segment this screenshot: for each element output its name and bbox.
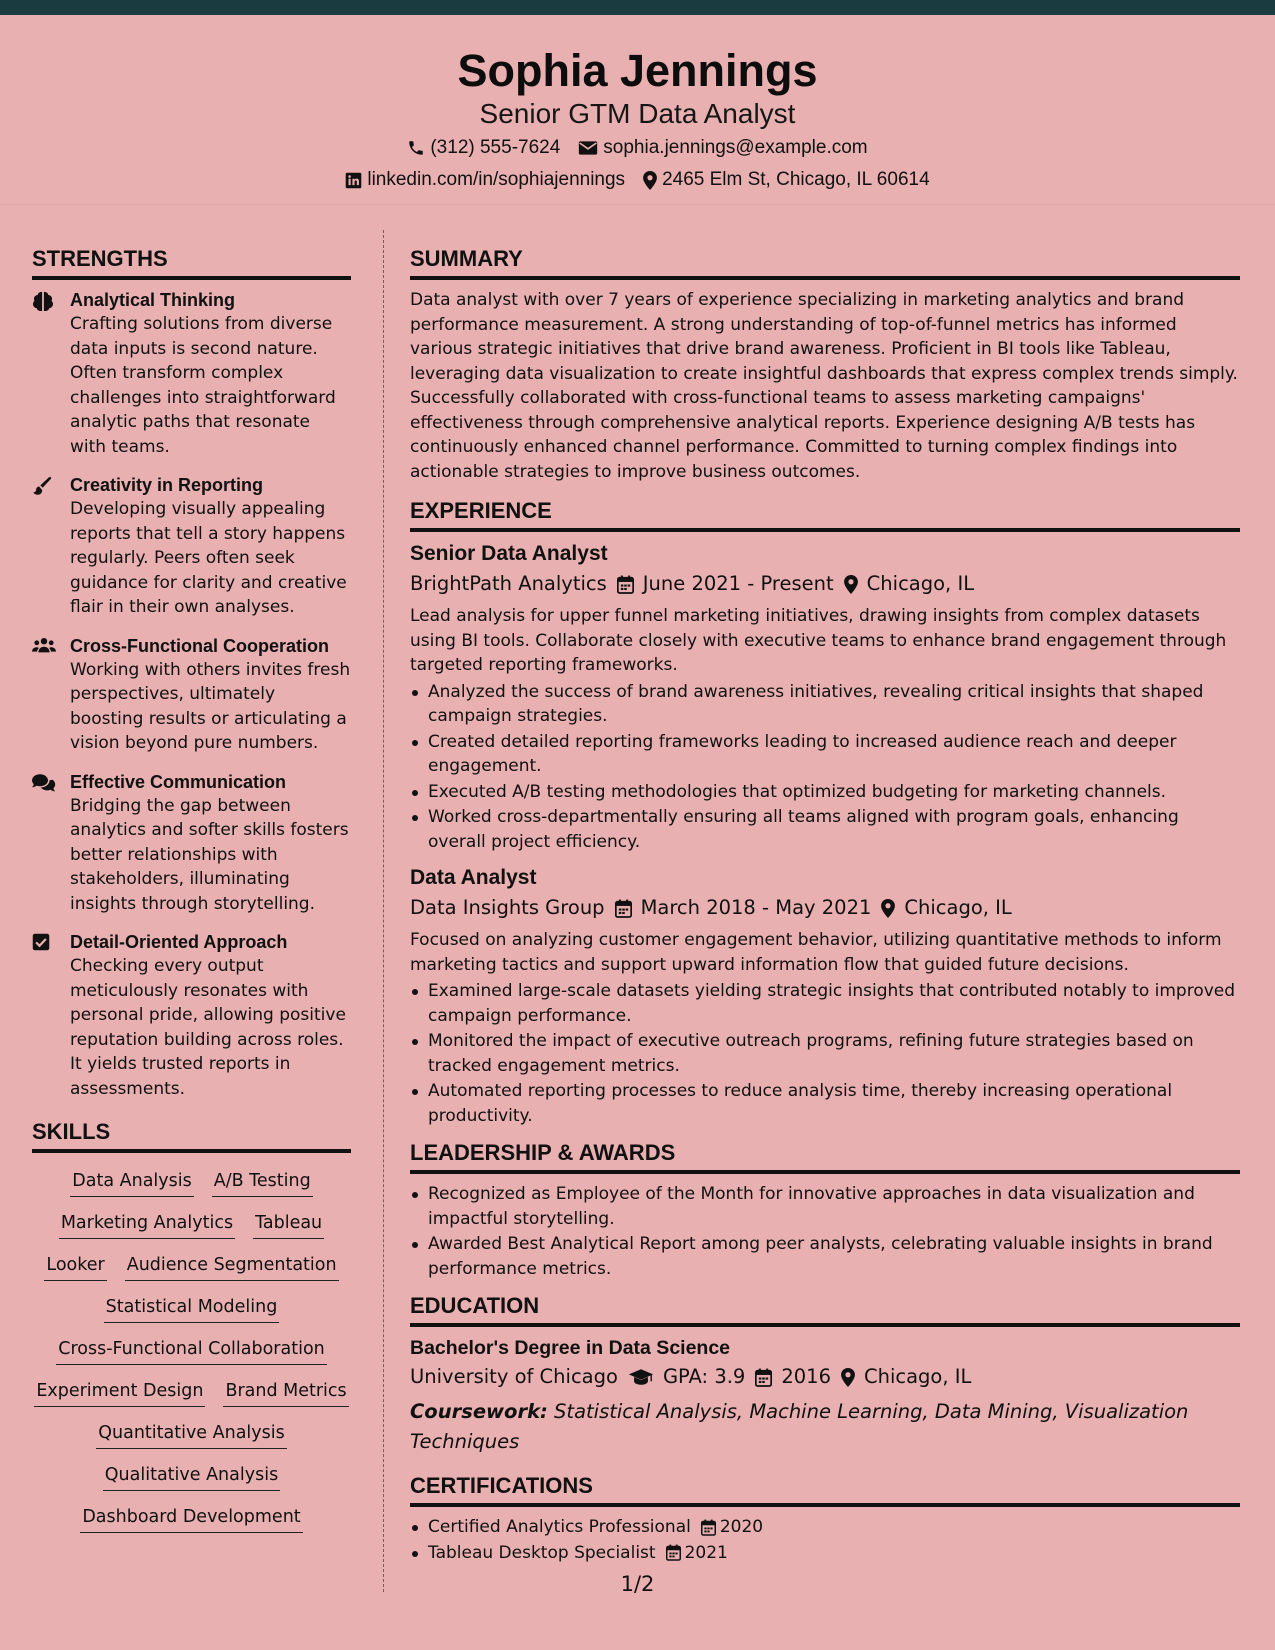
- comments-icon: [32, 770, 70, 917]
- skill-tag: Tableau: [253, 1211, 324, 1239]
- gpa: [628, 1361, 745, 1393]
- year-text: 2016: [781, 1365, 831, 1388]
- skills-list: [32, 1161, 351, 1533]
- skill-tag: Cross-Functional Collaboration: [56, 1337, 327, 1365]
- strength-item: [32, 473, 351, 620]
- graduation-cap-icon: [628, 1368, 654, 1386]
- leadership-heading: LEADERSHIP & AWARDS: [410, 1138, 1240, 1174]
- date-range: March 2018 - May 2021: [640, 896, 872, 919]
- year-text: 2020: [719, 1517, 764, 1537]
- phone-icon: [407, 139, 425, 157]
- job-meta: [410, 892, 1240, 924]
- map-pin-icon: [841, 1368, 855, 1387]
- graduation-year: [755, 1361, 831, 1393]
- job-location: [844, 568, 974, 600]
- strength-title: Creativity in Reporting: [70, 475, 264, 495]
- top-accent-bar: [0, 0, 1275, 15]
- skill-tag: Quantitative Analysis: [96, 1421, 287, 1449]
- education-meta: [410, 1361, 1240, 1393]
- coursework-label: Coursework:: [410, 1400, 548, 1423]
- check-square-icon: [32, 930, 70, 1101]
- strength-title: Cross-Functional Cooperation: [70, 635, 330, 656]
- job-entry: [410, 864, 1240, 1128]
- linkedin-icon: [345, 172, 362, 189]
- candidate-title: Senior GTM Data Analyst: [479, 98, 796, 129]
- users-icon: [32, 634, 70, 756]
- contact-row-2: [0, 165, 1275, 195]
- bullet-item: Worked cross-departmentally ensuring all teams aligned with program goals, enhancing overall project efficiency.: [410, 805, 1240, 854]
- calendar-icon: [701, 1519, 716, 1536]
- award-item: Awarded Best Analytical Report among peer analysts, celebrating valuable insights in brand performance metrics.: [410, 1232, 1240, 1281]
- email-link[interactable]: sophia.jennings@example.com: [603, 137, 868, 158]
- address-text: 2465 Elm St, Chicago, IL 60614: [662, 169, 930, 190]
- paintbrush-icon: [32, 473, 70, 620]
- column-divider: [383, 230, 384, 1592]
- certification-year: [666, 1541, 728, 1566]
- job-title: Senior Data Analyst: [410, 542, 608, 565]
- skill-tag: Experiment Design: [34, 1379, 205, 1407]
- job-meta: [410, 568, 1240, 600]
- skill-tag: Data Analysis: [70, 1169, 193, 1197]
- bullet-item: Examined large-scale datasets yielding strategic insights that contributed notably to improved campaign performance.: [410, 979, 1240, 1028]
- skill-tag: Qualitative Analysis: [103, 1463, 280, 1491]
- phone-text[interactable]: (312) 555-7624: [430, 137, 561, 158]
- skill-tag: Audience Segmentation: [125, 1253, 339, 1281]
- location-text: Chicago, IL: [866, 572, 975, 595]
- strength-description: Developing visually appealing reports that tell a story happens regularly. Peers often seek guidance for clarity and creative flair in their own analyses.: [70, 499, 347, 617]
- skill-tag: Brand Metrics: [223, 1379, 348, 1407]
- calendar-icon: [755, 1368, 772, 1387]
- bullet-item: Executed A/B testing methodologies that optimized budgeting for marketing channels.: [410, 780, 1240, 805]
- right-column: [410, 244, 1240, 1575]
- skill-tag: Statistical Modeling: [104, 1295, 280, 1323]
- certifications-list: [410, 1515, 1240, 1565]
- job-dates: [617, 568, 834, 600]
- location-text: Chicago, IL: [863, 1365, 972, 1388]
- location-text: Chicago, IL: [904, 896, 1012, 919]
- strength-item: [32, 288, 351, 459]
- certification-year: [701, 1515, 763, 1540]
- calendar-icon: [615, 899, 632, 918]
- bullet-item: Created detailed reporting frameworks leading to increased audience reach and deeper engagement.: [410, 730, 1240, 779]
- education-heading: EDUCATION: [410, 1291, 1240, 1327]
- map-pin-icon: [881, 899, 895, 918]
- linkedin-link[interactable]: linkedin.com/in/sophiajennings: [367, 169, 626, 190]
- map-pin-icon: [844, 575, 858, 594]
- experience-heading: EXPERIENCE: [410, 496, 1240, 532]
- strength-title: Effective Communication: [70, 771, 287, 792]
- skill-tag: Looker: [44, 1253, 106, 1281]
- page-number: 1/2: [620, 1572, 655, 1596]
- linkedin-contact: [345, 165, 625, 195]
- gpa-text: GPA: 3.9: [662, 1365, 746, 1388]
- company-name: Data Insights Group: [410, 896, 605, 919]
- certifications-heading: CERTIFICATIONS: [410, 1471, 1240, 1507]
- calendar-icon: [617, 575, 634, 594]
- job-description: Lead analysis for upper funnel marketing initiatives, drawing insights from complex datasets using BI tools. Collaborate closely with executive teams to enhance brand engagement through targeted reporting frameworks.: [410, 606, 1227, 675]
- envelope-icon: [578, 140, 598, 156]
- strength-item: [32, 634, 351, 756]
- job-bullets: [410, 680, 1240, 855]
- candidate-name: Sophia Jennings: [457, 45, 818, 96]
- job-entry: [410, 540, 1240, 854]
- summary-heading: SUMMARY: [410, 244, 1240, 280]
- certification-name: Certified Analytics Professional: [428, 1517, 691, 1537]
- contact-row-1: [0, 133, 1275, 163]
- year-text: 2021: [684, 1542, 728, 1563]
- coursework-list: Statistical Analysis, Machine Learning, Data Mining, Visualization Techniques: [410, 1400, 1189, 1453]
- skill-tag: Marketing Analytics: [59, 1211, 235, 1239]
- leadership-list: [410, 1182, 1240, 1281]
- strength-description: Bridging the gap between analytics and softer skills fosters better relationships with stakeholders, illuminating insights through storytelling.: [70, 795, 349, 914]
- job-title: Data Analyst: [410, 866, 537, 889]
- skill-tag: A/B Testing: [212, 1169, 313, 1197]
- bullet-item: Analyzed the success of brand awareness initiatives, revealing critical insights that shaped campaign strategies.: [410, 680, 1240, 729]
- bullet-item: Automated reporting processes to reduce analysis time, thereby increasing operational productivity.: [410, 1079, 1240, 1128]
- skills-heading: SKILLS: [32, 1117, 351, 1153]
- left-column: [32, 244, 351, 1533]
- address-contact: [643, 165, 930, 195]
- phone-contact: [407, 133, 560, 163]
- job-location: [881, 892, 1011, 924]
- education-location: [841, 1361, 971, 1393]
- certification-item: [410, 1541, 1240, 1566]
- certification-name: Tableau Desktop Specialist: [428, 1542, 656, 1563]
- summary-text: Data analyst with over 7 years of experience specializing in marketing analytics and brand performance measurement. A strong understanding of top-of-funnel metrics has informed various strategic initiatives that drive brand awareness. Proficient in BI tools like Tableau, leveraging data visualization to create insightful dashboards that express complex trends simply. Successfully collaborated with cross-functional teams to assess marketing campaigns' effectiveness through comprehensive analytical reports. Experience designing A/B tests has continuously enhanced channel performance. Committed to turning complex findings into actionable strategies to improve business outcomes.: [410, 290, 1238, 482]
- school-name: University of Chicago: [410, 1365, 618, 1388]
- strength-title: Analytical Thinking: [70, 290, 236, 310]
- certification-item: [410, 1515, 1240, 1540]
- strength-description: Crafting solutions from diverse data inputs is second nature. Often transform complex challenges into straightforward analytic paths that resonate with teams.: [70, 314, 336, 457]
- date-range: June 2021 - Present: [642, 572, 834, 595]
- job-bullets: [410, 979, 1240, 1128]
- job-description: Focused on analyzing customer engagement behavior, utilizing quantitative methods to inform marketing tactics and support upward information flow that guided future decisions.: [410, 930, 1222, 975]
- map-pin-icon: [643, 171, 657, 190]
- brain-icon: [32, 288, 70, 459]
- skill-tag: Dashboard Development: [80, 1505, 302, 1533]
- strength-item: [32, 770, 351, 917]
- award-item: Recognized as Employee of the Month for innovative approaches in data visualization and impactful storytelling.: [410, 1182, 1240, 1231]
- calendar-icon: [666, 1544, 681, 1561]
- degree-title: Bachelor's Degree in Data Science: [410, 1337, 731, 1359]
- coursework: [410, 1397, 1240, 1457]
- resume-header: [0, 15, 1275, 205]
- bullet-item: Monitored the impact of executive outreach programs, refining future strategies based on tracked engagement metrics.: [410, 1029, 1240, 1078]
- strengths-heading: STRENGTHS: [32, 244, 351, 280]
- strength-description: Checking every output meticulously resonates with personal pride, allowing positive reputation building across roles. It yields trusted reports in assessments.: [70, 956, 346, 1099]
- strength-title: Detail-Oriented Approach: [70, 932, 288, 952]
- strength-description: Working with others invites fresh perspectives, ultimately boosting results or articulating a vision beyond pure numbers.: [70, 659, 351, 753]
- strength-item: [32, 930, 351, 1101]
- job-dates: [615, 892, 872, 924]
- company-name: BrightPath Analytics: [410, 572, 607, 595]
- email-contact: [578, 133, 867, 163]
